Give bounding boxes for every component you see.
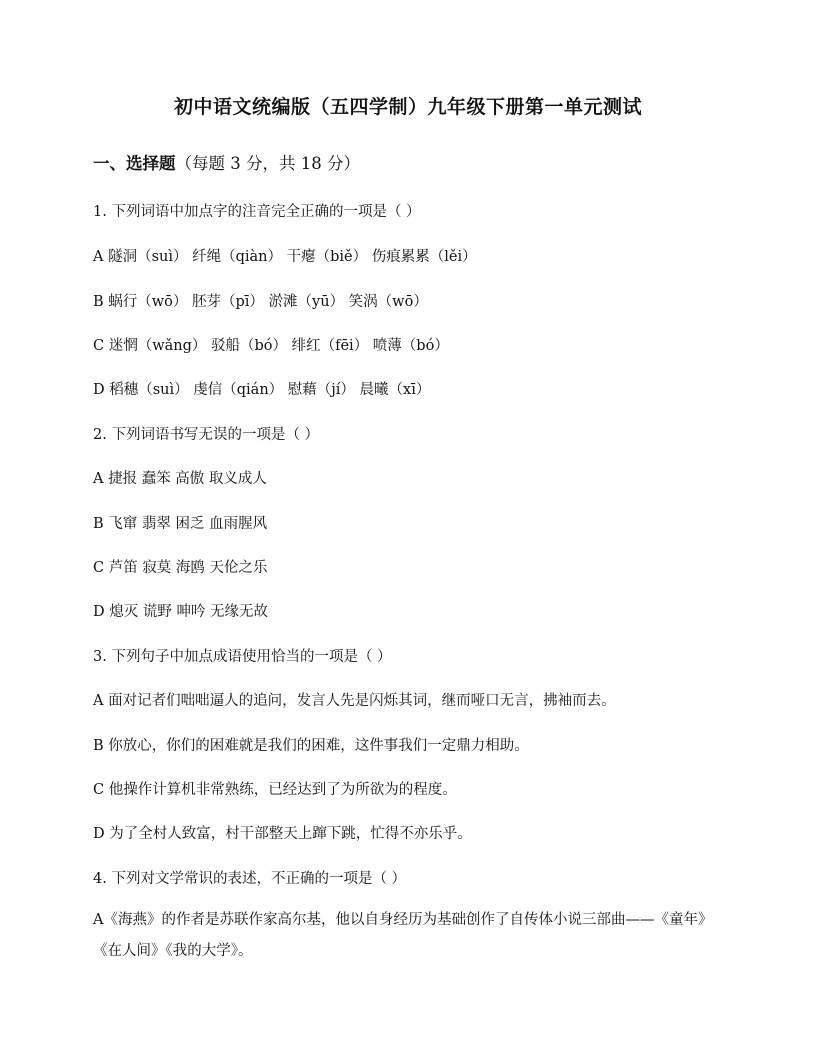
question-option: D 稻穗（suì） 虔信（qián） 慰藉（jí） 晨曦（xī） (93, 382, 431, 398)
question-stem: 1. 下列词语中加点字的注音完全正确的一项是（ ） (93, 204, 421, 220)
section-heading (93, 150, 360, 174)
question-stem: 3. 下列句子中加点成语使用恰当的一项是（ ） (93, 649, 392, 665)
question-option: B 蜗行（wō） 胚芽（pī） 淤滩（yū） 笑涡（wō） (93, 294, 428, 310)
section-heading-note: （每题 3 分，共 18 分） (175, 154, 360, 173)
question-stem: 2. 下列词语书写无误的一项是（ ） (93, 427, 320, 443)
question-stem: 4. 下列对文学常识的表述，不正确的一项是（ ） (93, 871, 407, 887)
question-option: B 飞窜 翡翠 困乏 血雨腥风 (93, 516, 268, 532)
question-option: A 隧洞（suì） 纤绳（qiàn） 干瘪（biě） 伤痕累累（lěi） (93, 249, 477, 265)
question-option: D 为了全村人致富，村干部整天上蹿下跳，忙得不亦乐乎。 (93, 826, 472, 842)
question-option: C 迷惘（wǎng） 驳船（bó） 绯红（fēi） 喷薄（bó） (93, 338, 449, 354)
question-option: A 捷报 蠢笨 高傲 取义成人 (93, 471, 267, 487)
question-option: A《海燕》的作者是苏联作家高尔基，他以自身经历为基础创作了自传体小说三部曲——《童年》《在人间》《我的大学》。 (93, 912, 713, 959)
question-option: C 芦笛 寂莫 海鸥 天伦之乐 (93, 560, 268, 576)
question-option: C 他操作计算机非常熟练，已经达到了为所欲为的程度。 (93, 782, 457, 798)
document-title: 初中语文统编版（五四学制）九年级下册第一单元测试 (173, 96, 642, 118)
question-option: B 你放心，你们的困难就是我们的困难，这件事我们一定鼎力相助。 (93, 738, 529, 754)
section-heading-label: 一、选择题 (93, 154, 176, 173)
question-option: D 熄灭 谎野 呻吟 无缘无故 (93, 604, 269, 620)
question-option: A 面对记者们咄咄逼人的追问，发言人先是闪烁其词，继而哑口无言，拂袖而去。 (93, 693, 616, 709)
